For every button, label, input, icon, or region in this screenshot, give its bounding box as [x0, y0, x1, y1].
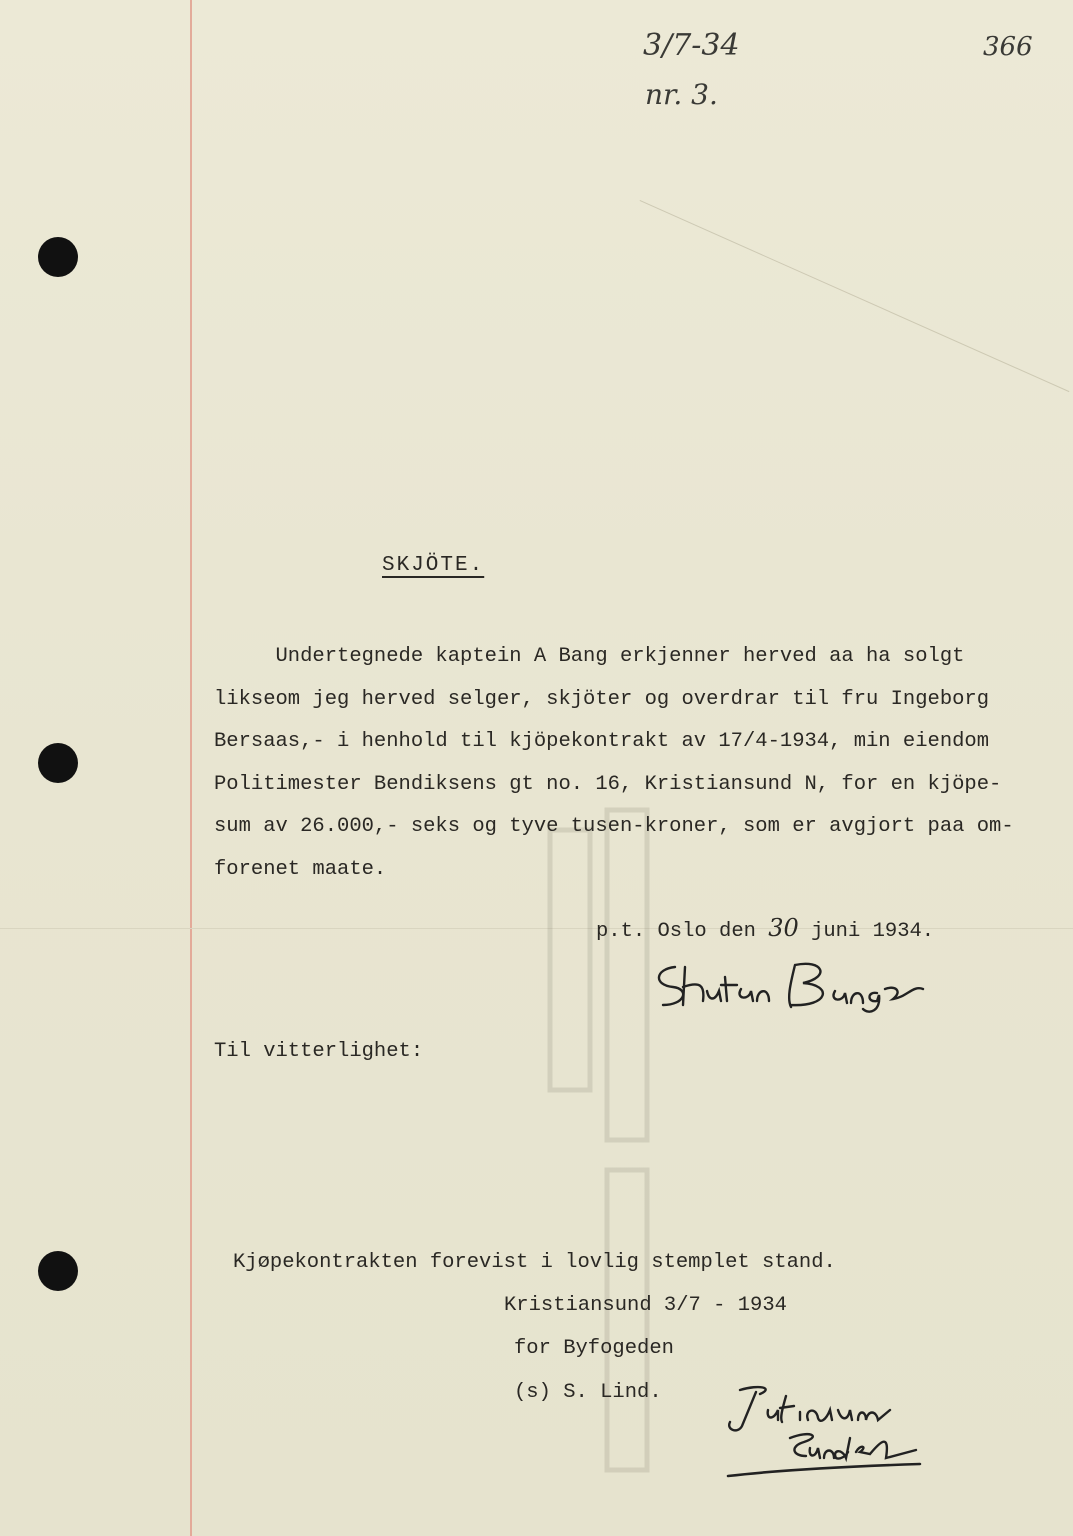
dateline-day: 30: [768, 914, 799, 942]
body-line: Undertegnede kaptein A Bang erkjenner herved aa ha solgt: [214, 645, 965, 668]
body-line: sum av 26.000,- seks og tyve tusen-kroner, som er avgjort paa om-: [214, 815, 1014, 838]
paper-crease: [640, 200, 1070, 392]
handwritten-number: nr. 3.: [645, 78, 718, 111]
seller-signature: [645, 955, 965, 1015]
dateline-suffix: juni 1934.: [798, 920, 935, 943]
body-line: Bersaas,- i henhold til kjöpekontrakt av 17/4-1934, min eiendom: [214, 730, 990, 753]
witness-label: Til vitterlighet:: [214, 1040, 424, 1063]
dateline-prefix: p.t. Oslo den: [596, 920, 769, 943]
body-line: likseom jeg herved selger, skjöter og overdrar til fru Ingeborg: [214, 687, 990, 711]
punch-hole-middle: [38, 743, 78, 783]
contract-note: Kjøpekontrakten forevist i lovlig stemplet stand.: [233, 1251, 836, 1274]
deed-body: [214, 636, 1044, 891]
copy-signature: [720, 1380, 930, 1485]
document-title: SKJÖTE.: [382, 554, 485, 577]
handwritten-date: 3/7-34: [643, 28, 740, 63]
registration-authority: for Byfogeden: [514, 1337, 674, 1360]
registration-place-date: Kristiansund 3/7 - 1934: [504, 1294, 787, 1317]
punch-hole-bottom: [38, 1251, 78, 1291]
page-number: 366: [983, 32, 1033, 62]
body-line: Politimester Bendiksens gt no. 16, Kristiansund N, for en kjöpe-: [214, 772, 1002, 796]
margin-rule: [190, 0, 192, 1536]
body-line: forenet maate.: [214, 857, 387, 881]
dateline: [596, 914, 934, 943]
registration-signed: (s) S. Lind.: [514, 1381, 662, 1404]
punch-hole-top: [38, 237, 78, 277]
